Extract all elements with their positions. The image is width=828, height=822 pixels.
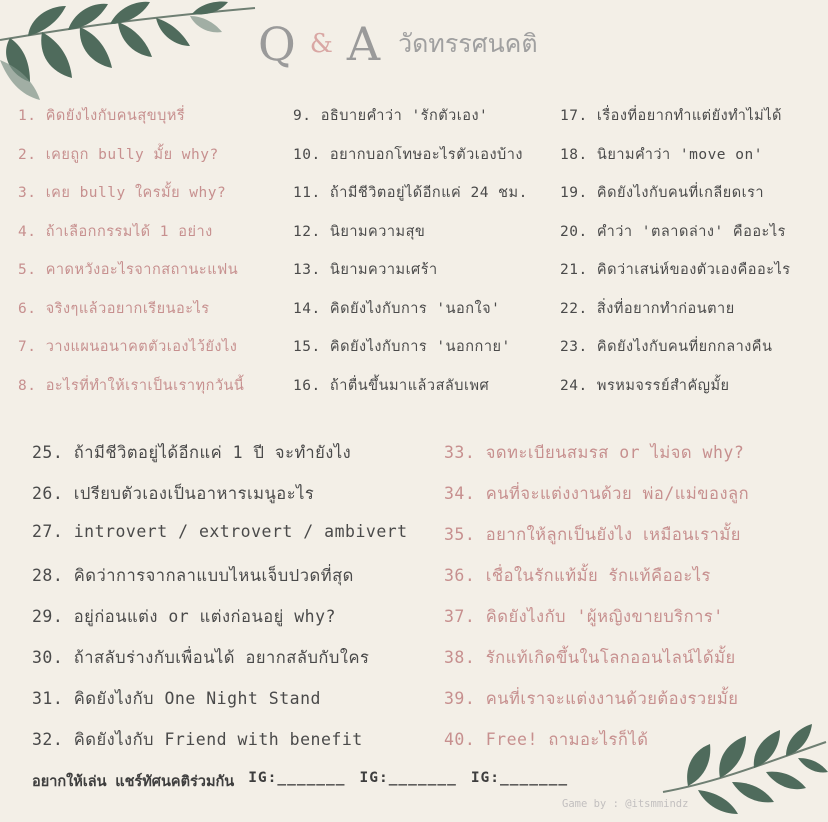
question-item: 27. introvert / extrovert / ambivert xyxy=(32,522,408,541)
question-item: 31. คิดยังไงกับ One Night Stand xyxy=(32,689,321,708)
title-q: Q xyxy=(258,17,296,71)
question-item: 20. คำว่า 'ตลาดล่าง' คืออะไร xyxy=(560,223,786,240)
ig-blank-3: IG:_______ xyxy=(470,770,569,786)
ig-blank-2: IG:_______ xyxy=(359,770,457,786)
leaf-decoration-top-left xyxy=(0,0,260,110)
question-item: 11. ถ้ามีชีวิตอยู่ได้อีกแค่ 24 ชม. xyxy=(293,185,528,201)
game-credit: Game by : @itsmmindz xyxy=(562,798,689,810)
question-item: 6. จริงๆแล้วอยากเรียนอะไร xyxy=(18,300,210,317)
question-item: 2. เคยถูก bully มั้ย why? xyxy=(18,146,219,163)
footer-prompt: อยากให้เล่น แชร์ทัศนคติร่วมกัน xyxy=(32,774,235,790)
question-item: 28. คิดว่าการจากลาแบบไหนเจ็บปวดที่สุด xyxy=(32,566,354,585)
question-item: 29. อยู่ก่อนแต่ง or แต่งก่อนอยู่ why? xyxy=(32,607,336,626)
title-ampersand: & xyxy=(309,29,333,59)
question-item: 26. เปรียบตัวเองเป็นอาหารเมนูอะไร xyxy=(32,484,315,503)
question-item: 1. คิดยังไงกับคนสุขบุหรี่ xyxy=(18,108,186,124)
question-item: 4. ถ้าเลือกกรรมได้ 1 อย่าง xyxy=(18,223,213,240)
question-item: 32. คิดยังไงกับ Friend with benefit xyxy=(32,730,363,749)
question-item: 3. เคย bully ใครมั้ย why? xyxy=(18,185,227,201)
question-item: 9. อธิบายคำว่า 'รักตัวเอง' xyxy=(293,108,489,124)
question-item: 16. ถ้าตื่นขึ้นมาแล้วสลับเพศ xyxy=(293,377,490,394)
question-item: 23. คิดยังไงกับคนที่ยกกลางคืน xyxy=(560,339,773,355)
question-item: 35. อยากให้ลูกเป็นยังไง เหมือนเรามั้ย xyxy=(444,525,741,544)
title-a: A xyxy=(346,17,381,71)
question-item: 18. นิยามคำว่า 'move on' xyxy=(560,146,763,163)
question-item: 12. นิยามความสุข xyxy=(293,223,426,240)
ig-blank-1: IG:_______ xyxy=(248,770,346,786)
question-item: 37. คิดยังไงกับ 'ผู้หญิงขายบริการ' xyxy=(444,607,724,626)
question-item: 36. เชื่อในรักแท้มั้ย รักแท้คืออะไร xyxy=(444,566,711,585)
question-item: 5. คาดหวังอะไรจากสถานะแฟน xyxy=(18,262,239,278)
question-item: 34. คนที่จะแต่งงานด้วย พ่อ/แม่ของลูก xyxy=(444,484,750,503)
page-title xyxy=(258,14,538,74)
question-item: 24. พรหมจรรย์สำคัญมั้ย xyxy=(560,377,730,394)
question-item: 10. อยากบอกโทษอะไรตัวเองบ้าง xyxy=(293,146,523,163)
question-item: 19. คิดยังไงกับคนที่เกลียดเรา xyxy=(560,185,765,201)
question-item: 33. จดทะเบียนสมรส or ไม่จด why? xyxy=(444,443,745,462)
question-item: 14. คิดยังไงกับการ 'นอกใจ' xyxy=(293,300,501,317)
question-item: 25. ถ้ามีชีวิตอยู่ได้อีกแค่ 1 ปี จะทำยังไง xyxy=(32,443,352,462)
title-thai-subtitle: วัดทรรศนคติ xyxy=(398,29,538,58)
question-item: 38. รักแท้เกิดขึ้นในโลกออนไลน์ได้มั้ย xyxy=(444,648,736,667)
question-item: 21. คิดว่าเสน่ห์ของตัวเองคืออะไร xyxy=(560,262,791,278)
question-item: 22. สิ่งที่อยากทำก่อนตาย xyxy=(560,300,735,317)
question-item: 17. เรื่องที่อยากทำแต่ยังทำไม่ได้ xyxy=(560,108,782,124)
question-item: 7. วางแผนอนาคตตัวเองไว้ยังไง xyxy=(18,339,238,355)
question-item: 30. ถ้าสลับร่างกับเพื่อนได้ อยากสลับกับใคร xyxy=(32,648,370,667)
question-item: 40. Free! ถามอะไรก็ได้ xyxy=(444,730,649,749)
question-item: 15. คิดยังไงกับการ 'นอกกาย' xyxy=(293,339,511,355)
question-item: 13. นิยามความเศร้า xyxy=(293,262,438,278)
question-item: 39. คนที่เราจะแต่งงานด้วยต้องรวยมั้ย xyxy=(444,689,739,708)
question-item: 8. อะไรที่ทำให้เราเป็นเราทุกวันนี้ xyxy=(18,377,245,394)
footer-share-line xyxy=(32,770,568,793)
